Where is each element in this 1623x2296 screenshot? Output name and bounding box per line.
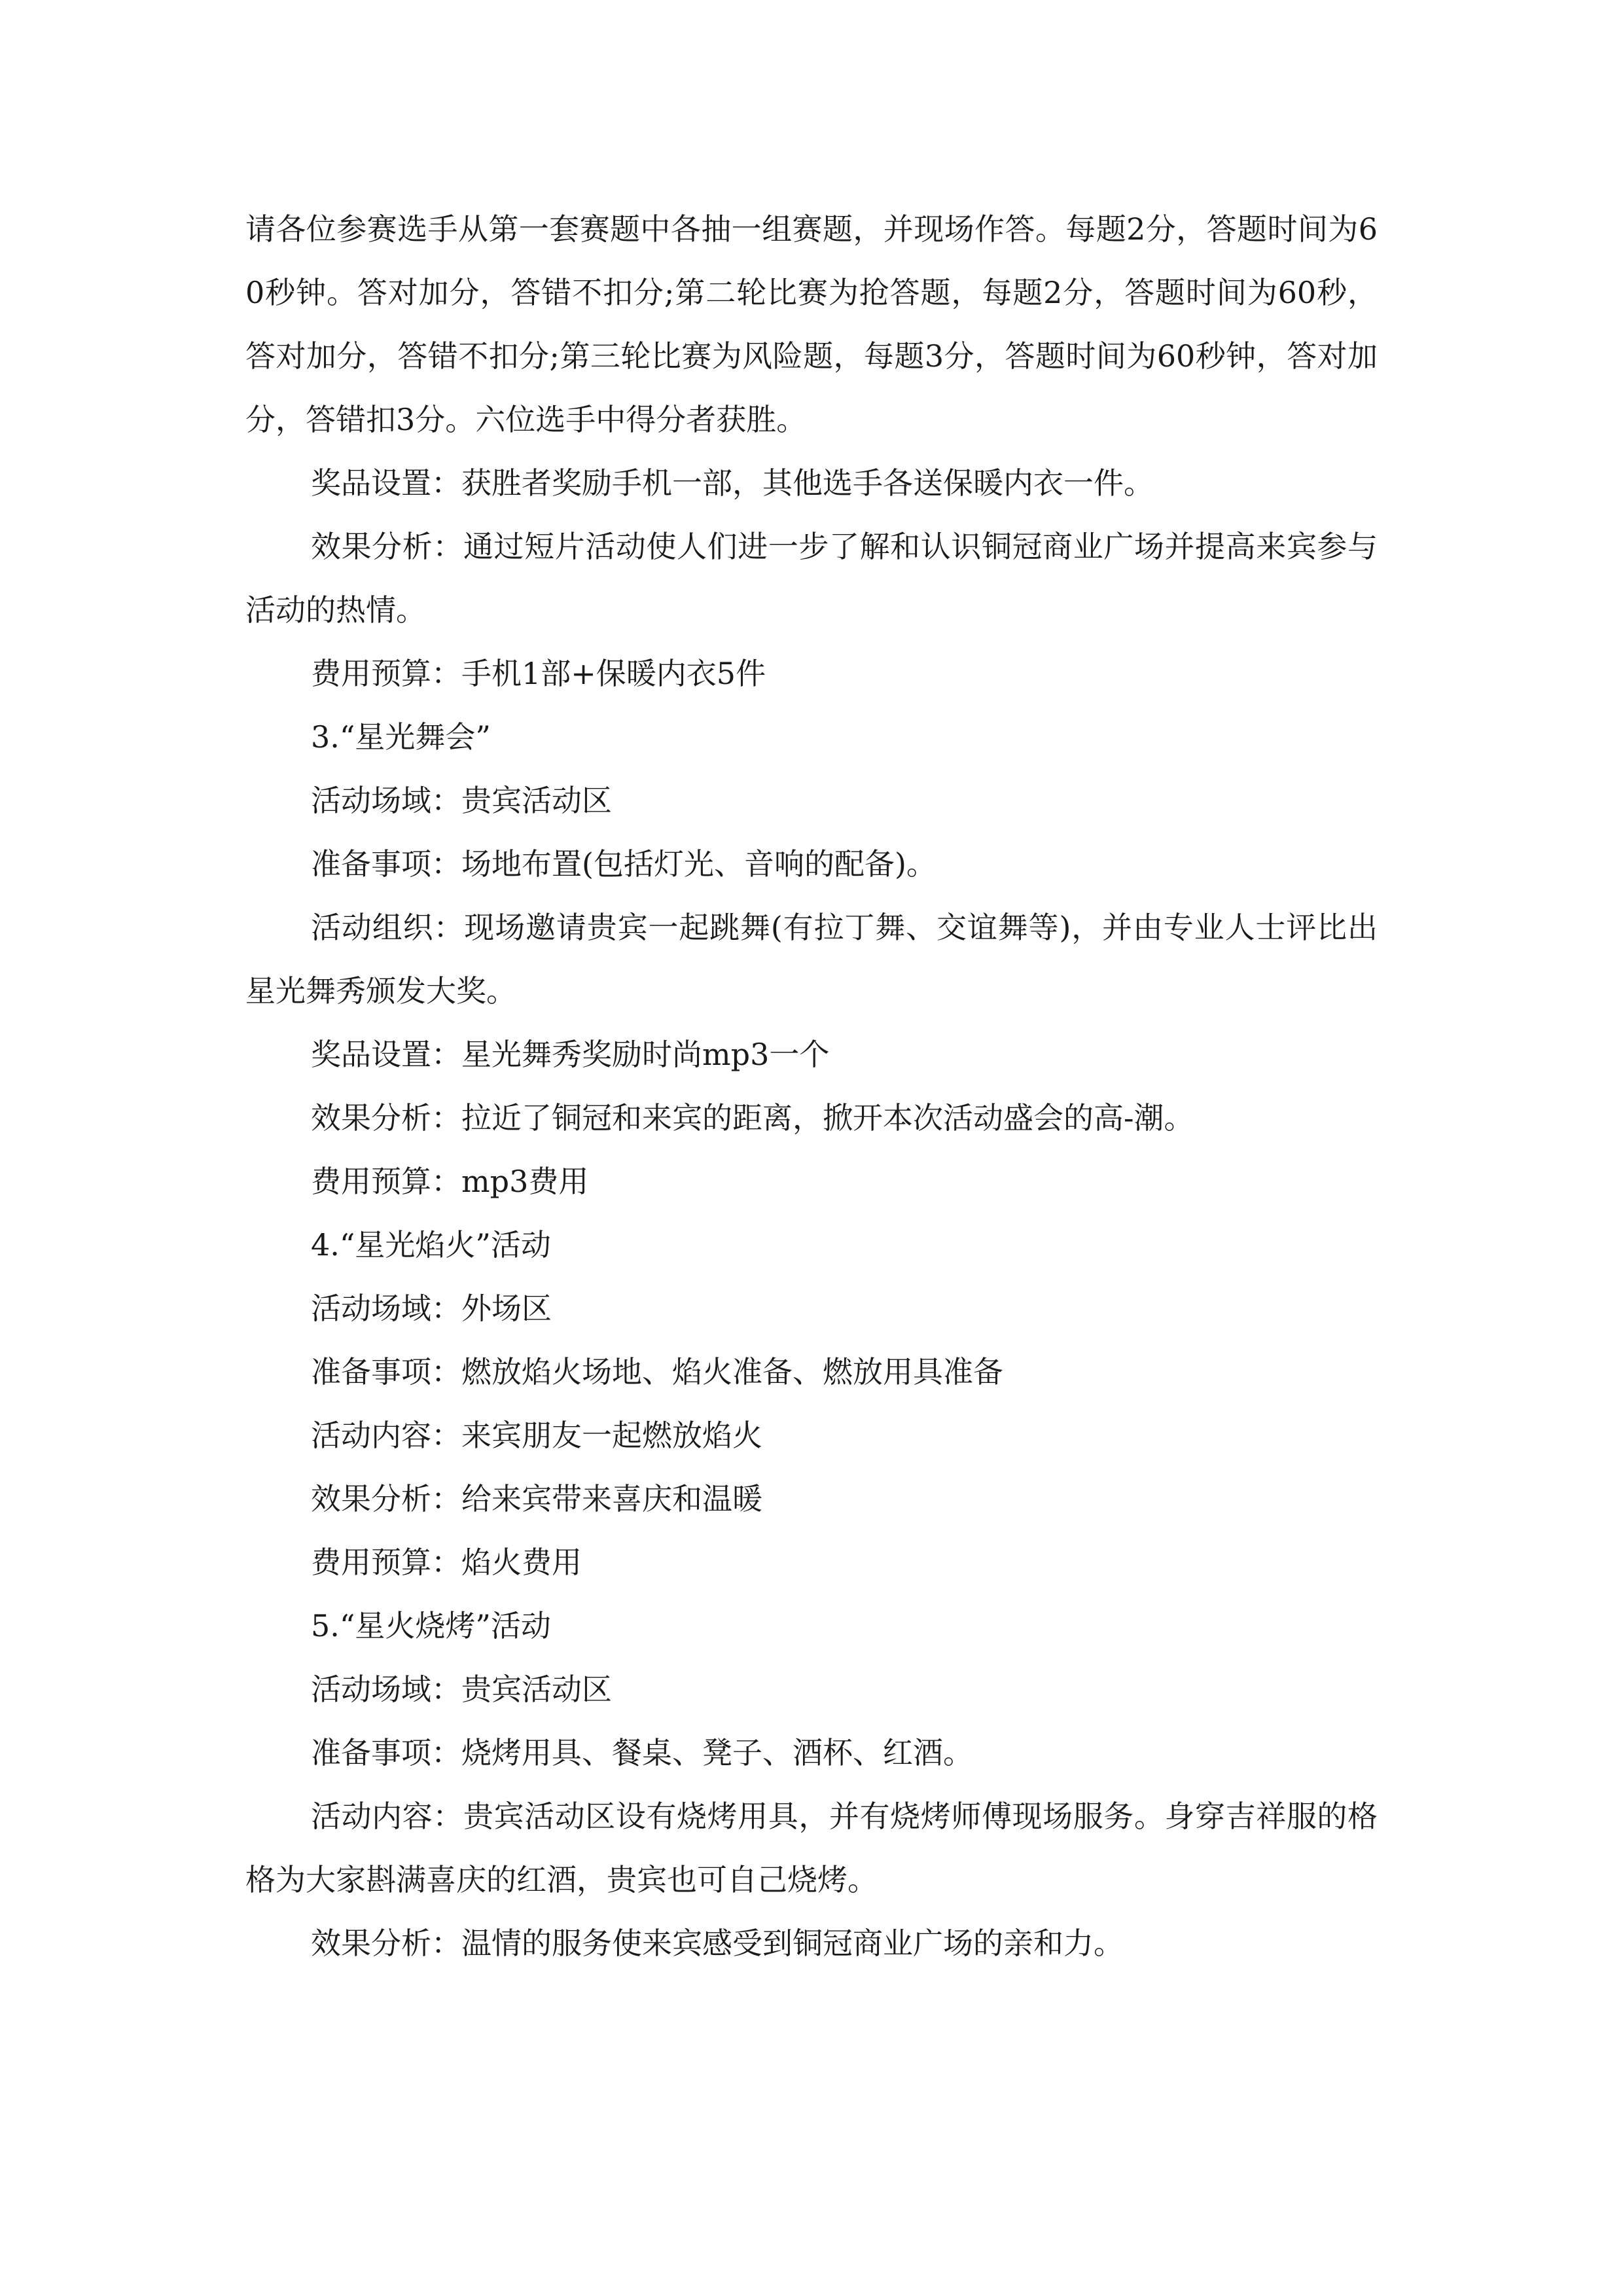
paragraph-budget: 费用预算：手机1部+保暖内衣5件: [311, 656, 766, 691]
paragraph-prize-setting: 奖品设置：获胜者奖励手机一部，其他选手各送保暖内衣一件。: [311, 465, 1154, 501]
paragraph-prize-setting: 奖品设置：星光舞秀奖励时尚mp3一个: [311, 1037, 830, 1072]
paragraph-content: 活动内容：来宾朋友一起燃放焰火: [311, 1418, 762, 1453]
paragraph-effect-analysis: 效果分析：通过短片活动使人们进一步了解和认识铜冠商业广场并提高来宾参与活动的热情。: [245, 529, 1378, 628]
paragraph-budget: 费用预算：焰火费用: [311, 1545, 582, 1580]
paragraph-venue: 活动场域：贵宾活动区: [311, 783, 612, 818]
body-text: [245, 198, 1378, 1975]
paragraph-organization: 活动组织：现场邀请贵宾一起跳舞(有拉丁舞、交谊舞等)，并由专业人士评比出星光舞秀颁发大奖。: [245, 910, 1378, 1009]
paragraph-content: 活动内容：贵宾活动区设有烧烤用具，并有烧烤师傅现场服务。身穿吉祥服的格格为大家斟满喜庆的红酒，贵宾也可自己烧烤。: [245, 1799, 1378, 1897]
paragraph-preparation: 准备事项：燃放焰火场地、焰火准备、燃放用具准备: [311, 1354, 1003, 1390]
paragraph-effect-analysis: 效果分析：拉近了铜冠和来宾的距离，掀开本次活动盛会的高-潮。: [311, 1100, 1194, 1136]
paragraph-preparation: 准备事项：烧烤用具、餐桌、凳子、酒杯、红酒。: [311, 1735, 973, 1770]
section-heading-starlight-ball: 3.“星光舞会”: [311, 719, 491, 755]
paragraph-effect-analysis: 效果分析：给来宾带来喜庆和温暖: [311, 1481, 762, 1516]
paragraph-budget: 费用预算：mp3费用: [311, 1164, 589, 1199]
paragraph-competition-rules: 请各位参赛选手从第一套赛题中各抽一组赛题，并现场作答。每题2分，答题时间为60秒钟。答对加分，答错不扣分;第二轮比赛为抢答题，每题2分，答题时间为60秒，答对加分，答错不扣分;第三轮比赛为风险题，每题3分，答题时间为60秒钟，答对加分，答错扣3分。六位选手中得分者获胜。: [245, 211, 1378, 437]
section-heading-starlight-fireworks: 4.“星光焰火”活动: [311, 1227, 551, 1263]
paragraph-venue: 活动场域：外场区: [311, 1291, 552, 1326]
paragraph-venue: 活动场域：贵宾活动区: [311, 1672, 612, 1707]
section-heading-starfire-bbq: 5.“星火烧烤”活动: [311, 1608, 551, 1643]
paragraph-preparation: 准备事项：场地布置(包括灯光、音响的配备)。: [311, 846, 936, 882]
paragraph-effect-analysis: 效果分析：温情的服务使来宾感受到铜冠商业广场的亲和力。: [311, 1926, 1124, 1961]
